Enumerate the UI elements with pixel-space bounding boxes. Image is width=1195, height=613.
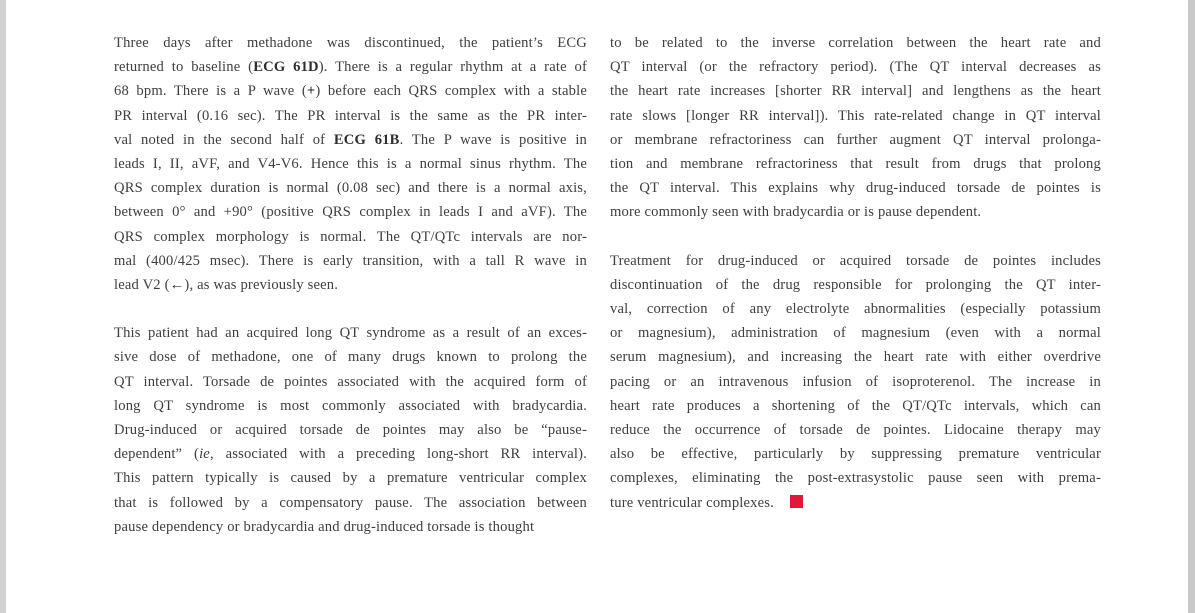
text-run: to be related to the inverse correlation between the heart rate and	[610, 35, 1101, 51]
text-line	[114, 491, 587, 515]
text-run: ), as was previously seen.	[184, 276, 339, 293]
text-run: returned to baseline (	[114, 59, 254, 76]
text-run: val, correction of any electrolyte abnormalities (especially potassium	[610, 301, 1101, 318]
text-run: 68 bpm. There is a P wave (	[114, 83, 307, 100]
bold-run: ECG 61D	[253, 59, 319, 76]
text-line	[610, 418, 1101, 442]
end-of-case-marker	[790, 495, 803, 508]
text-line	[114, 176, 587, 200]
text-run: rate slows [longer RR interval]). This rate-related change in QT interval	[610, 107, 1101, 124]
text-line	[114, 345, 587, 369]
text-column-left	[114, 31, 587, 539]
text-run: the heart rate increases [shorter RR interval] and lengthens as the heart	[610, 83, 1101, 100]
text-line	[610, 55, 1101, 79]
text-run: QRS complex duration is normal (0.08 sec) and there is a normal axis,	[114, 180, 587, 197]
text-line	[114, 55, 587, 79]
text-run: heart rate produces a shortening of the QT/QTc intervals, which can	[610, 397, 1101, 414]
text-run: PR interval (0.16 sec). The PR interval is the same as the PR inter-	[114, 107, 587, 124]
text-run: between 0° and +90° (positive QRS complex in leads I and aVF). The	[114, 204, 587, 221]
text-run: QRS complex morphology is normal. The QT/QTc intervals are nor-	[114, 228, 587, 245]
text-line	[114, 152, 587, 176]
text-run: more commonly seen with bradycardia or is pause dependent.	[610, 204, 982, 221]
text-line	[114, 418, 587, 442]
text-line	[610, 249, 1101, 273]
text-column-right	[610, 31, 1101, 515]
text-line	[610, 297, 1101, 321]
text-line	[114, 273, 587, 297]
text-run: Drug-induced or acquired torsade de pointes may also be “pause-	[114, 422, 587, 438]
bold-run: ←	[169, 276, 185, 293]
text-run: tion and membrane refractoriness that result from drugs that prolong	[610, 155, 1101, 172]
text-run: . The P wave is positive in	[399, 131, 587, 148]
paragraph	[114, 321, 587, 539]
text-run: or membrane refractoriness can further augment QT interval prolonga-	[610, 131, 1101, 148]
text-line	[610, 370, 1101, 394]
text-run: lead V2 (	[114, 276, 170, 293]
text-line	[610, 31, 1101, 55]
bold-run: +	[306, 83, 316, 100]
text-run: pacing or an intravenous infusion of isoproterenol. The increase in	[610, 373, 1101, 390]
text-run: leads I, II, aVF, and V4-V6. Hence this is a normal sinus rhythm. The	[114, 155, 587, 172]
text-run: QT interval. Torsade de pointes associated with the acquired form of	[114, 373, 587, 390]
text-run: val noted in the second half of	[114, 131, 334, 148]
text-run: that is followed by a compensatory pause. The association between	[114, 494, 587, 511]
text-run: long QT syndrome is most commonly associated with bradycardia.	[114, 397, 587, 414]
text-line	[114, 249, 587, 273]
text-line	[114, 321, 587, 345]
text-run: ). There is a regular rhythm at a rate of	[318, 59, 587, 76]
text-run: dependent” (	[114, 446, 200, 463]
text-line	[610, 491, 1101, 515]
text-run: This pattern typically is caused by a premature ventricular complex	[114, 470, 587, 487]
italic-run: ie	[199, 446, 210, 463]
text-line	[610, 104, 1101, 128]
text-line	[610, 394, 1101, 418]
paragraph	[610, 31, 1101, 225]
text-line	[610, 442, 1101, 466]
text-line	[610, 176, 1101, 200]
text-line	[114, 370, 587, 394]
text-run: Treatment for drug-induced or acquired torsade de pointes includes	[610, 252, 1101, 269]
text-line	[114, 79, 587, 103]
bold-run: ECG 61B	[333, 131, 400, 148]
text-line	[610, 345, 1101, 369]
text-line	[114, 200, 587, 224]
text-run: ) before each QRS complex with a stable	[315, 83, 587, 100]
text-line	[114, 442, 587, 466]
text-run: ture ventricular complexes.	[610, 494, 774, 511]
page-edge-right	[1188, 0, 1195, 613]
text-run: also be effective, particularly by suppressing premature ventricular	[610, 446, 1101, 463]
text-run: discontinuation of the drug responsible for prolonging the QT inter-	[610, 276, 1101, 293]
text-line	[114, 128, 587, 152]
text-run: QT interval (or the refractory period). (The QT interval decreases as	[610, 59, 1101, 76]
text-run: mal (400/425 msec). There is early transition, with a tall R wave in	[114, 252, 587, 269]
text-run: pause dependency or bradycardia and drug-induced torsade is thought	[114, 518, 535, 535]
text-run: reduce the occurrence of torsade de pointes. Lidocaine therapy may	[610, 422, 1101, 438]
text-line	[610, 200, 1101, 224]
text-line	[610, 466, 1101, 490]
text-run: sive dose of methadone, one of many drugs known to prolong the	[114, 349, 587, 366]
text-run: This patient had an acquired long QT syndrome as a result of an exces-	[114, 325, 587, 342]
text-line	[610, 321, 1101, 345]
text-line	[610, 152, 1101, 176]
text-run: , associated with a preceding long-short RR interval).	[209, 446, 587, 463]
text-run: complexes, eliminating the post-extrasystolic pause seen with prema-	[610, 470, 1101, 487]
text-run: Three days after methadone was discontinued, the patient’s ECG	[114, 35, 587, 51]
text-line	[610, 79, 1101, 103]
text-line	[114, 515, 587, 539]
text-line	[114, 225, 587, 249]
paragraph	[114, 31, 587, 297]
text-line	[114, 466, 587, 490]
page-edge-left	[0, 0, 6, 613]
text-line	[610, 128, 1101, 152]
text-run: or magnesium), administration of magnesium (even with a normal	[610, 325, 1101, 342]
text-run: the QT interval. This explains why drug-induced torsade de pointes is	[610, 180, 1101, 197]
text-line	[114, 104, 587, 128]
text-run: serum magnesium), and increasing the heart rate with either overdrive	[610, 349, 1101, 366]
text-line	[114, 31, 587, 55]
text-line	[114, 394, 587, 418]
paragraph	[610, 249, 1101, 515]
text-line	[610, 273, 1101, 297]
